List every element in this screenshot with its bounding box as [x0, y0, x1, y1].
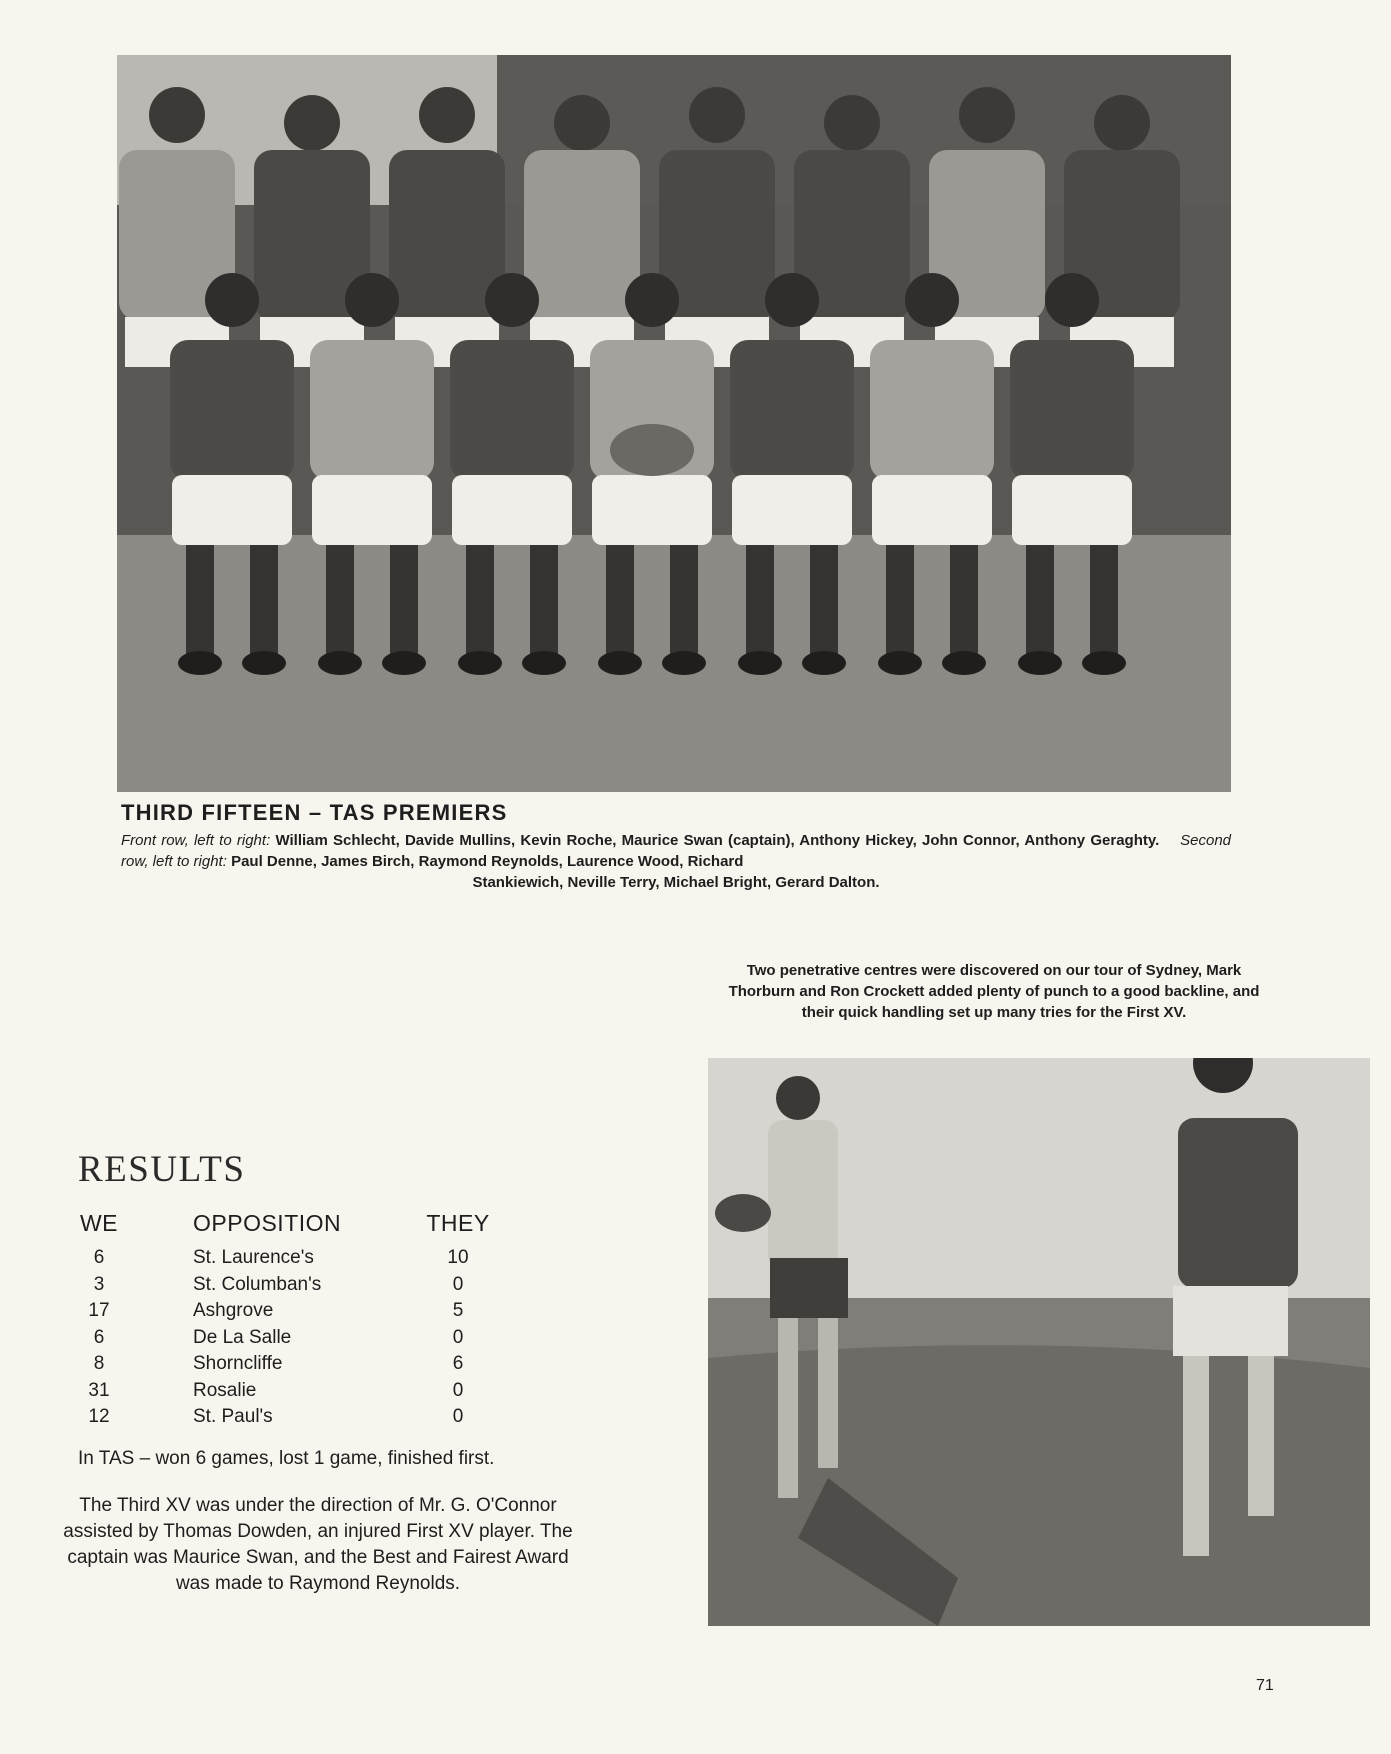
results-summary: In TAS – won 6 games, lost 1 game, finished first.	[78, 1448, 495, 1469]
they-score: 0	[452, 1273, 464, 1295]
we-score: 12	[88, 1406, 110, 1428]
opposition-name: St. Columban's	[193, 1273, 322, 1295]
results-table	[66, 1210, 503, 1431]
second-row-names-b: Stankiewich, Neville Terry, Michael Bright, Gerard Dalton.	[472, 874, 880, 891]
we-score: 6	[93, 1247, 105, 1269]
we-score: 17	[88, 1300, 110, 1322]
opposition-name: Shorncliffe	[193, 1353, 283, 1375]
they-score: 0	[452, 1326, 464, 1348]
table-row	[66, 1272, 503, 1299]
results-paragraph: The Third XV was under the direction of Mr. G. O'Connor assisted by Thomas Dowden, an injured First XV player. The captain was Maurice Swan, and the Best and Fairest Award was made to Raymond Reynolds.	[63, 1495, 573, 1594]
action-photo-caption: Two penetrative centres were discovered on our tour of Sydney, Mark Thorburn and Ron Crockett added plenty of punch to a good backline, and their quick handling set up many tries for the First XV.	[728, 962, 1260, 1021]
team-photo-names	[121, 830, 1231, 893]
page-number: 71	[1256, 1677, 1274, 1694]
team-photograph	[117, 55, 1231, 792]
results-header-row	[66, 1210, 503, 1245]
table-row	[66, 1351, 503, 1378]
team-photo-drawing	[117, 55, 1231, 792]
front-row-names: William Schlecht, Davide Mullins, Kevin Roche, Maurice Swan (captain), Anthony Hickey, John Connor, Anthony Geraghty.	[275, 832, 1160, 849]
we-score: 8	[93, 1353, 105, 1375]
we-score: 6	[93, 1326, 105, 1348]
table-row	[66, 1298, 503, 1325]
they-score: 6	[452, 1353, 464, 1375]
they-column-header: THEY	[426, 1210, 490, 1236]
team-photo-caption	[121, 800, 1231, 893]
opposition-name: De La Salle	[193, 1326, 292, 1348]
table-row	[66, 1325, 503, 1352]
table-row	[66, 1378, 503, 1405]
rugby-ball	[610, 424, 694, 476]
they-score: 10	[447, 1247, 469, 1269]
second-row-label: Second row, left to right:	[121, 832, 1232, 870]
they-score: 5	[452, 1300, 464, 1322]
they-score: 0	[452, 1406, 464, 1428]
opposition-name: St. Laurence's	[193, 1247, 314, 1269]
table-row	[66, 1404, 503, 1431]
we-column-header: WE	[79, 1210, 119, 1236]
front-row-label: Front row, left to right:	[121, 832, 271, 849]
we-score: 31	[88, 1379, 110, 1401]
action-photograph	[708, 1058, 1370, 1626]
they-score: 0	[452, 1379, 464, 1401]
results-heading: RESULTS	[78, 1149, 246, 1190]
opposition-column-header: OPPOSITION	[193, 1210, 342, 1236]
table-row	[66, 1245, 503, 1272]
opposition-name: St. Paul's	[193, 1406, 273, 1428]
action-photo-drawing	[708, 1058, 1370, 1626]
team-photo-title: THIRD FIFTEEN – TAS PREMIERS	[121, 800, 508, 825]
second-row-names-a: Paul Denne, James Birch, Raymond Reynolds, Laurence Wood, Richard	[231, 853, 744, 870]
opposition-name: Ashgrove	[193, 1300, 274, 1322]
we-score: 3	[93, 1273, 105, 1295]
opposition-name: Rosalie	[193, 1379, 257, 1401]
